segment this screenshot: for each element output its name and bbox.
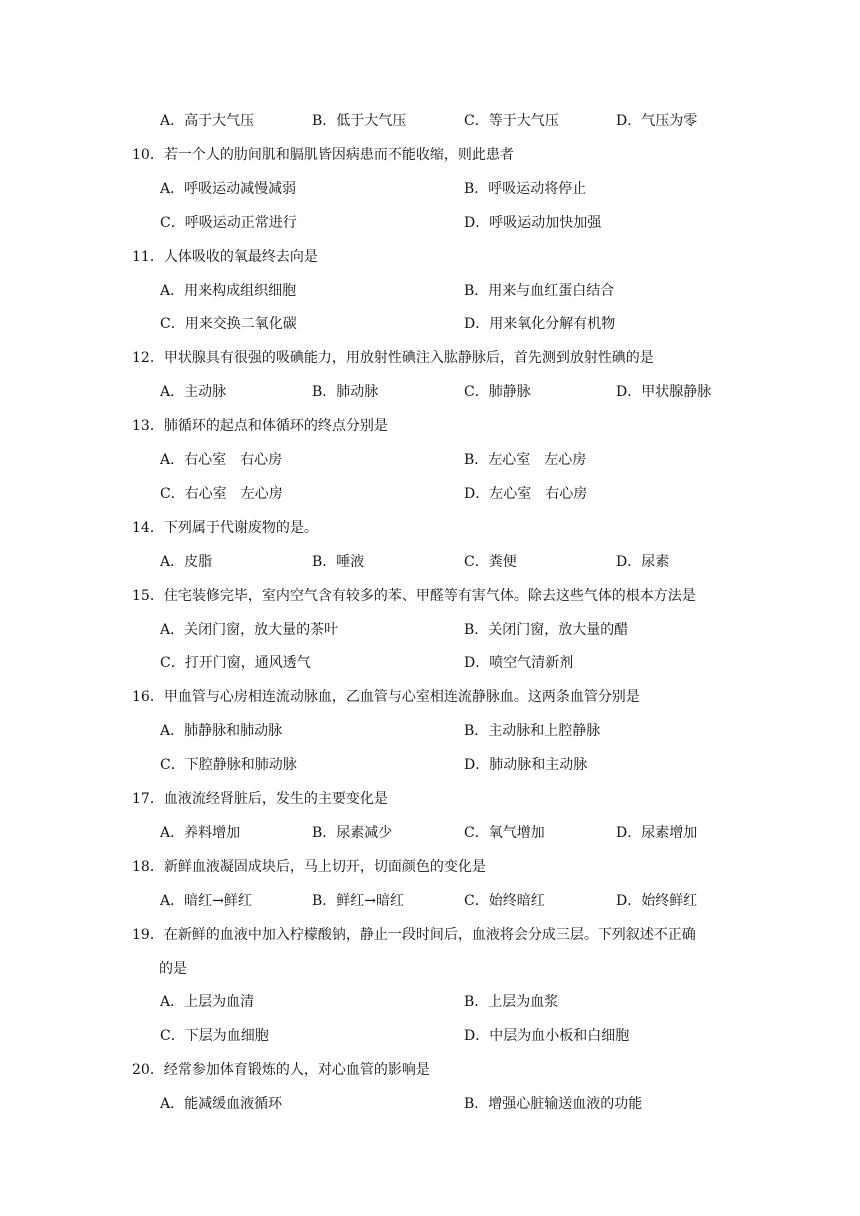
question-stem: 12．甲状腺具有很强的吸碘能力，用放射性碘注入肱静脉后，首先测到放射性碘的是: [132, 350, 654, 366]
answer-option: C．用来交换二氧化碳: [160, 316, 297, 332]
question-stem: 14．下列属于代谢废物的是。: [132, 520, 318, 536]
answer-option: B．尿素减少: [312, 825, 393, 841]
question-stem: 15．住宅装修完毕，室内空气含有较多的苯、甲醛等有害气体。除去这些气体的根本方法是: [132, 588, 696, 604]
answer-option: A．肺静脉和肺动脉: [160, 723, 283, 739]
question-stem: 16．甲血管与心房相连流动脉血，乙血管与心室相连流静脉血。这两条血管分别是: [132, 689, 640, 705]
answer-option: A．能减缓血液循环: [160, 1096, 283, 1112]
answer-option: A．关闭门窗，放大量的茶叶: [160, 622, 339, 638]
answer-option: C．氧气增加: [464, 825, 545, 841]
question-stem: 20．经常参加体育锻炼的人，对心血管的影响是: [132, 1062, 430, 1078]
question-stem: 17．血液流经肾脏后，发生的主要变化是: [132, 791, 388, 807]
question-stem: 19．在新鲜的血液中加入柠檬酸钠，静止一段时间后，血液将会分成三层。下列叙述不正确: [132, 927, 696, 943]
answer-option: C．粪便: [464, 554, 517, 570]
answer-option: B．肺动脉: [312, 384, 379, 400]
answer-option: C．肺静脉: [464, 384, 531, 400]
answer-option: C．打开门窗，通风透气: [160, 655, 311, 671]
answer-option: C．下层为血细胞: [160, 1028, 269, 1044]
answer-option: C．等于大气压: [464, 113, 559, 129]
answer-option: B．鲜红→暗红: [312, 893, 405, 909]
question-stem-continued: 的是: [159, 961, 187, 977]
answer-option: A．用来构成组织细胞: [160, 283, 297, 299]
answer-option: C．始终暗红: [464, 893, 545, 909]
answer-option: A．皮脂: [160, 554, 213, 570]
answer-option: A．高于大气压: [160, 113, 255, 129]
answer-option: B．上层为血浆: [464, 994, 559, 1010]
answer-option: D．中层为血小板和白细胞: [464, 1028, 630, 1044]
answer-option: D．用来氧化分解有机物: [464, 316, 616, 332]
answer-option: D．尿素: [616, 554, 670, 570]
answer-option: B．唾液: [312, 554, 365, 570]
answer-option: A．呼吸运动减慢减弱: [160, 181, 297, 197]
answer-option: D．甲状腺静脉: [616, 384, 712, 400]
answer-option: D．喷空气清新剂: [464, 655, 574, 671]
answer-option: A．养料增加: [160, 825, 241, 841]
answer-option: B．左心室 左心房: [464, 452, 587, 468]
answer-option: C．呼吸运动正常进行: [160, 215, 297, 231]
answer-option: D．尿素增加: [616, 825, 698, 841]
answer-option: B．增强心脏输送血液的功能: [464, 1096, 643, 1112]
answer-option: A．暗红→鲜红: [160, 893, 252, 909]
question-stem: 13．肺循环的起点和体循环的终点分别是: [132, 418, 388, 434]
answer-option: D．始终鲜红: [616, 893, 698, 909]
answer-option: A．上层为血清: [160, 994, 255, 1010]
answer-option: A．右心室 右心房: [160, 452, 283, 468]
question-stem: 11．人体吸收的氧最终去向是: [132, 249, 318, 265]
answer-option: C．下腔静脉和肺动脉: [160, 757, 297, 773]
answer-option: D．呼吸运动加快加强: [464, 215, 602, 231]
answer-option: B．关闭门窗，放大量的醋: [464, 622, 629, 638]
answer-option: B．主动脉和上腔静脉: [464, 723, 601, 739]
answer-option: B．用来与血红蛋白结合: [464, 283, 615, 299]
question-stem: 10．若一个人的肋间肌和膈肌皆因病患而不能收缩，则此患者: [132, 147, 514, 163]
question-stem: 18．新鲜血液凝固成块后，马上切开，切面颜色的变化是: [132, 859, 486, 875]
answer-option: C．右心室 左心房: [160, 486, 283, 502]
answer-option: B．呼吸运动将停止: [464, 181, 587, 197]
answer-option: A．主动脉: [160, 384, 227, 400]
answer-option: B．低于大气压: [312, 113, 407, 129]
answer-option: D．气压为零: [616, 113, 698, 129]
answer-option: D．肺动脉和主动脉: [464, 757, 588, 773]
answer-option: D．左心室 右心房: [464, 486, 588, 502]
